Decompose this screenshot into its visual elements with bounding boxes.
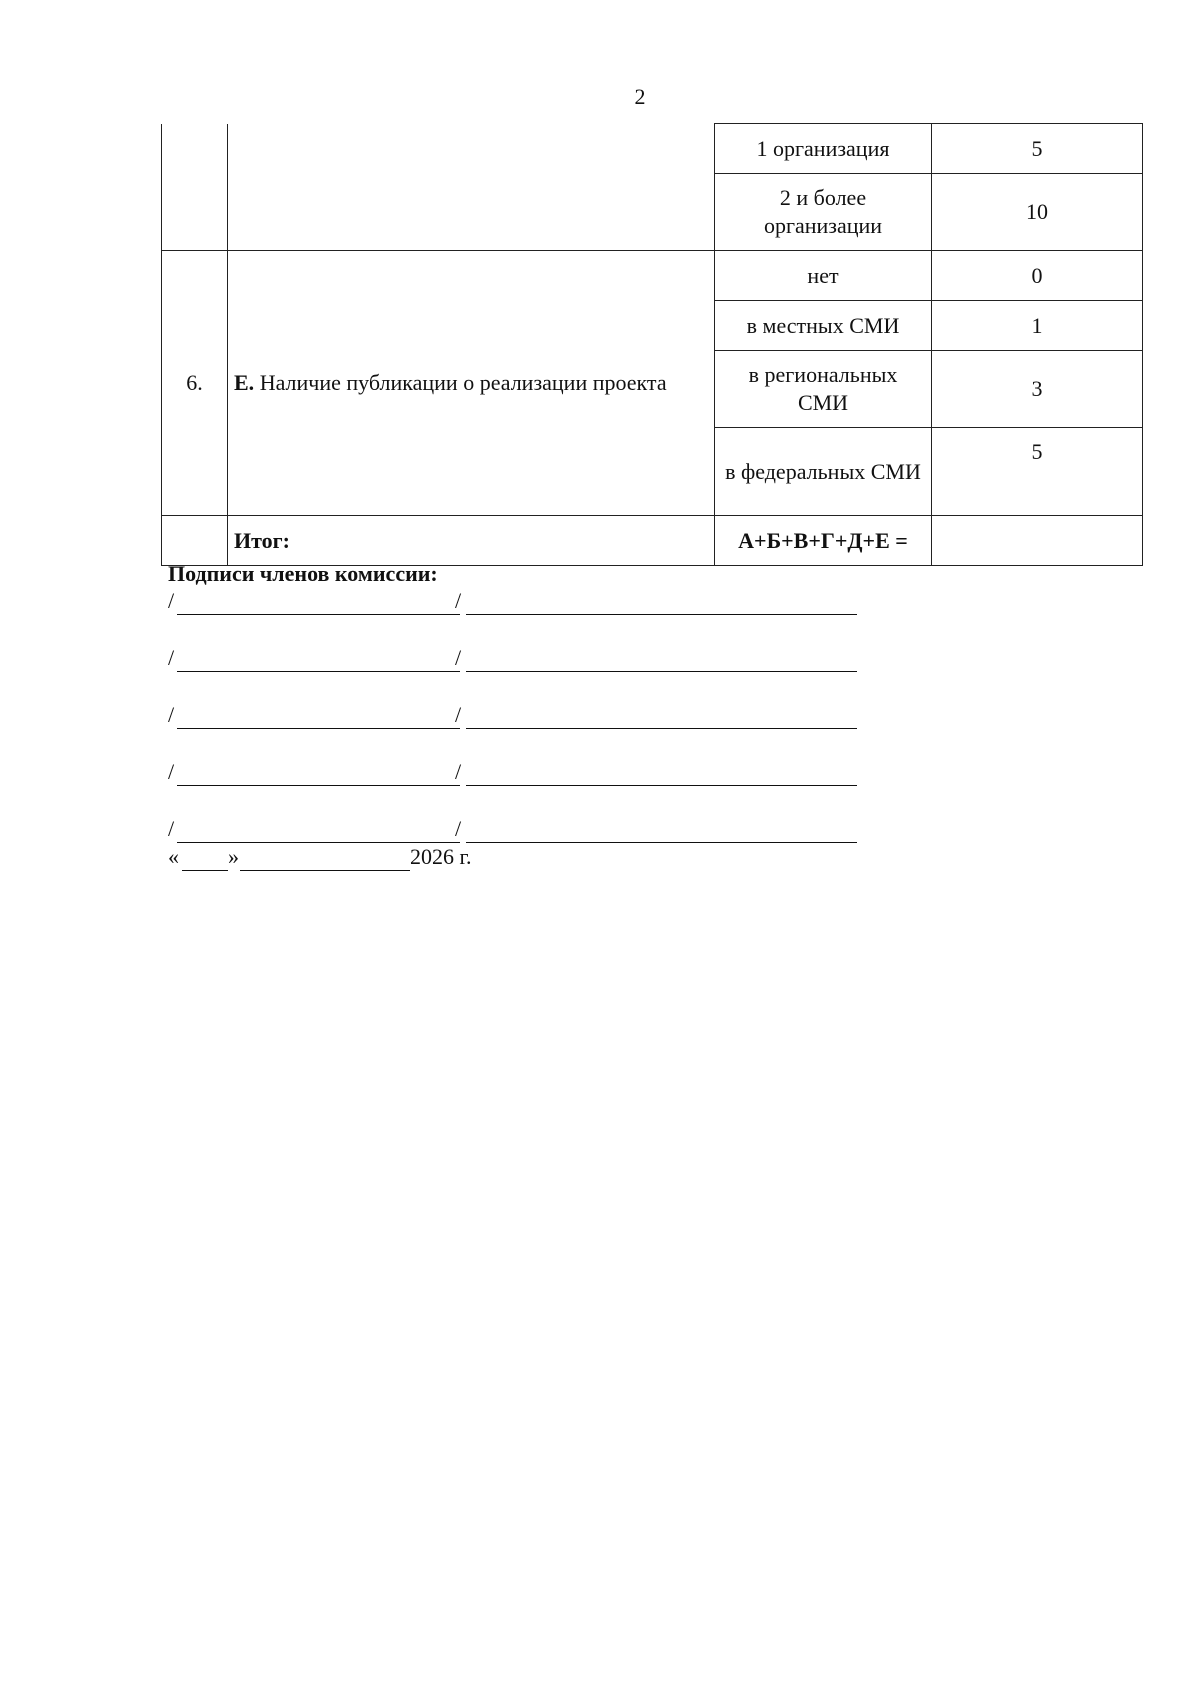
slash: / — [168, 588, 175, 613]
name-blank — [466, 842, 857, 843]
option-cell: 2 и более организации — [715, 174, 932, 251]
criterion-cell — [228, 251, 715, 516]
slash: / — [455, 816, 462, 841]
option-cell: 1 организация — [715, 124, 932, 174]
date-year: 2026 г. — [410, 844, 472, 869]
total-label: Итог: — [228, 516, 715, 566]
criterion-letter: Е. — [234, 370, 255, 395]
points-cell: 1 — [932, 301, 1143, 351]
slash: / — [168, 816, 175, 841]
slash: / — [168, 759, 175, 784]
slash: / — [455, 588, 462, 613]
signature-blank — [177, 785, 460, 786]
signature-line — [168, 588, 858, 616]
name-blank — [466, 671, 857, 672]
option-cell: нет — [715, 251, 932, 301]
signatures-title: Подписи членов комиссии: — [168, 561, 438, 586]
points-cell: 10 — [932, 174, 1143, 251]
row-number-cell: 6. — [162, 251, 228, 516]
points-cell: 5 — [932, 428, 1143, 516]
table-row — [162, 516, 1143, 566]
signature-blank — [177, 614, 460, 615]
name-blank — [466, 728, 857, 729]
slash: / — [455, 702, 462, 727]
page-number: 2 — [634, 84, 646, 109]
signature-line — [168, 645, 858, 673]
criterion-cell — [228, 124, 715, 251]
signature-blank — [177, 671, 460, 672]
score-table — [161, 123, 1143, 566]
signature-line — [168, 759, 858, 787]
option-cell: в региональных СМИ — [715, 351, 932, 428]
month-blank — [240, 870, 410, 871]
row-number-cell — [162, 124, 228, 251]
criterion-text: Наличие публикации о реализации проекта — [259, 370, 667, 395]
name-blank — [466, 614, 857, 615]
signature-line — [168, 702, 858, 730]
signatures-block — [168, 560, 858, 872]
option-cell: в местных СМИ — [715, 301, 932, 351]
table-row — [162, 124, 1143, 174]
points-cell: 5 — [932, 124, 1143, 174]
date-open-quote: « — [168, 844, 179, 869]
total-value — [932, 516, 1143, 566]
signature-blank — [177, 842, 460, 843]
slash: / — [168, 702, 175, 727]
slash: / — [455, 759, 462, 784]
points-cell: 0 — [932, 251, 1143, 301]
date-close-quote: » — [228, 844, 239, 869]
name-blank — [466, 785, 857, 786]
table-row — [162, 251, 1143, 301]
signature-line — [168, 816, 858, 844]
points-cell: 3 — [932, 351, 1143, 428]
option-cell: в федеральных СМИ — [715, 428, 932, 516]
day-blank — [182, 870, 228, 871]
row-number-cell — [162, 516, 228, 566]
slash: / — [455, 645, 462, 670]
slash: / — [168, 645, 175, 670]
signature-blank — [177, 728, 460, 729]
total-formula: А+Б+В+Г+Д+Е = — [715, 516, 932, 566]
date-line — [168, 844, 588, 872]
